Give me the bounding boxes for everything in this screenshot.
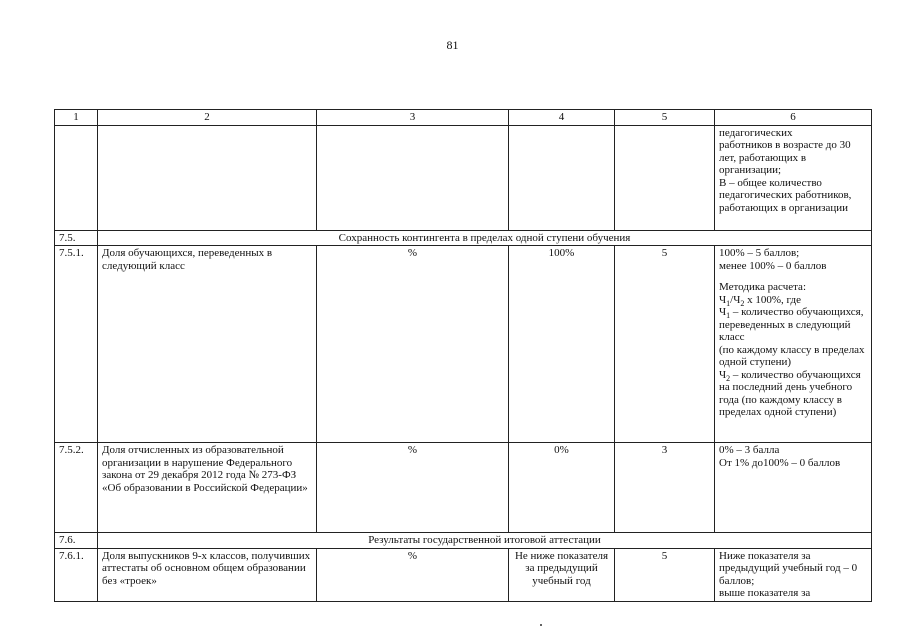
table-row-7-6-1 — [55, 548, 872, 601]
criteria-cell: 0% – 3 балла От 1% до100% – 0 баллов — [715, 443, 872, 533]
table-row-7-5-2 — [55, 443, 872, 533]
section-title: Результаты государственной итоговой аттестации — [98, 533, 872, 549]
method-title: Методика расчета: — [719, 281, 806, 293]
formula-term-2: $Ч_2$ – количество обучающихся на последний день учебного года (по каждому классу в пределах одной ступени) — [719, 368, 861, 418]
section-row-7-5 — [55, 230, 872, 246]
unit-cell: % — [317, 246, 509, 443]
indicator-name: Доля выпускников 9-х классов, получивших аттестаты об основном общем образовании без «троек» — [98, 548, 317, 601]
cell-empty — [317, 125, 509, 230]
row-number: 7.5.2. — [55, 443, 98, 533]
formula: $Ч_1/Ч_2$ х 100%, где — [719, 293, 801, 308]
section-number: 7.5. — [55, 230, 98, 246]
header-cell-1: 1 — [55, 110, 98, 126]
row-number: 7.6.1. — [55, 548, 98, 601]
criteria-cell — [715, 246, 872, 443]
header-cell-6: 6 — [715, 110, 872, 126]
criteria-cell: Ниже показателя за предыдущий учебный год – 0 баллов; выше показателя за — [715, 548, 872, 601]
stray-dot-mark — [540, 624, 542, 626]
cell-empty — [615, 125, 715, 230]
header-cell-4: 4 — [509, 110, 615, 126]
indicator-name: Доля отчисленных из образовательной организации в нарушение Федерального закона от 29 декабря 2012 года № 273-ФЗ «Об образовании в Российской Федерации» — [98, 443, 317, 533]
table-row-7-5-1 — [55, 246, 872, 443]
score-cell: 3 — [615, 443, 715, 533]
target-value: 0% — [509, 443, 615, 533]
continuation-criteria: педагогических работников в возрасте до 30 лет, работающих в организации; В – общее количество педагогических работников, работающих в организации — [715, 125, 872, 230]
header-cell-2: 2 — [98, 110, 317, 126]
cell-empty — [98, 125, 317, 230]
score-cell: 5 — [615, 246, 715, 443]
criteria-table — [54, 109, 872, 602]
section-title: Сохранность контингента в пределах одной ступени обучения — [98, 230, 872, 246]
header-cell-3: 3 — [317, 110, 509, 126]
score-cell: 5 — [615, 548, 715, 601]
row-number: 7.5.1. — [55, 246, 98, 443]
section-number: 7.6. — [55, 533, 98, 549]
page-number: 81 — [446, 38, 459, 52]
section-row-7-6 — [55, 533, 872, 549]
formula-term-1: $Ч_1$ – количество обучающихся, переведенных в следующий класс (по каждому классу в пределах одной ступени) — [719, 306, 865, 368]
unit-cell: % — [317, 548, 509, 601]
score-criteria: 100% – 5 баллов; менее 100% – 0 баллов — [719, 247, 827, 272]
table-header-row — [55, 110, 872, 126]
unit-cell: % — [317, 443, 509, 533]
target-value: 100% — [509, 246, 615, 443]
target-value: Не ниже показателя за предыдущий учебный год — [509, 548, 615, 601]
cell-empty — [55, 125, 98, 230]
indicator-name: Доля обучающихся, переведенных в следующий класс — [98, 246, 317, 443]
table-row-continuation — [55, 125, 872, 230]
cell-empty — [509, 125, 615, 230]
header-cell-5: 5 — [615, 110, 715, 126]
